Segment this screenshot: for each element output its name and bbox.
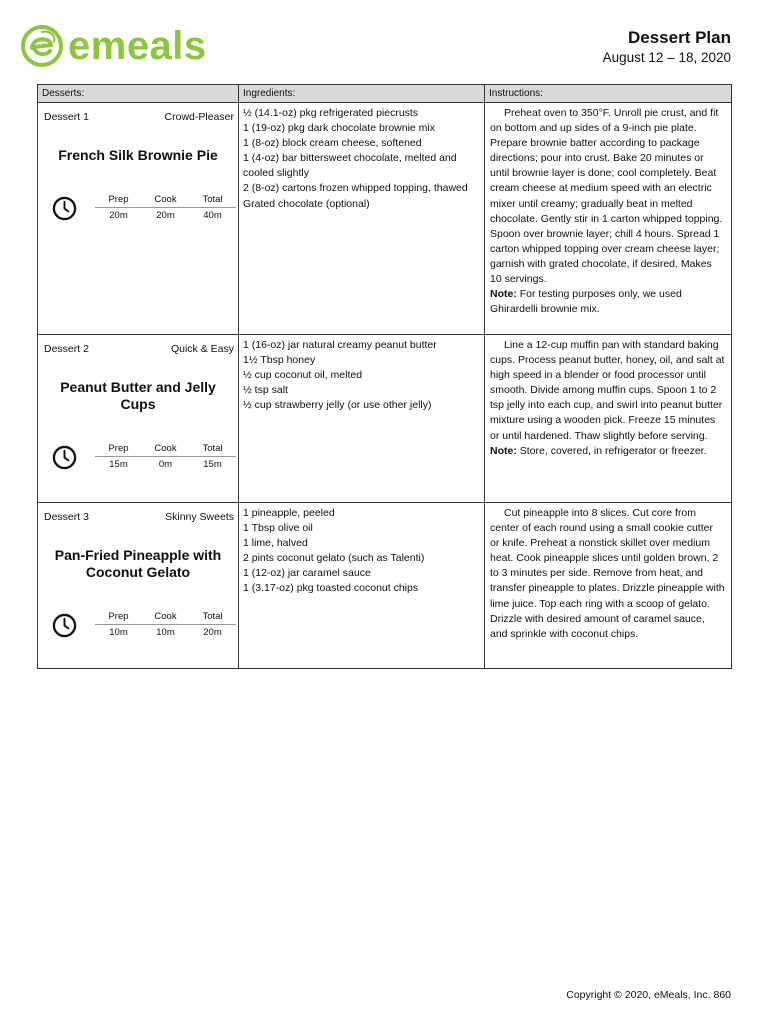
cook-label: Cook — [142, 443, 189, 457]
total-time: 40m — [203, 210, 222, 222]
table-header-row — [38, 85, 732, 103]
dessert-name: Peanut Butter and Jelly Cups — [60, 379, 216, 413]
ingredient-item: 1 pineapple, peeled — [243, 507, 335, 519]
ingredient-item: 1 (3.17-oz) pkg toasted coconut chips — [243, 582, 419, 595]
ingredient-item: ½ cup strawberry jelly (or use other jelly) — [243, 399, 432, 412]
instructions-text: Cut pineapple into 8 slices. Cut core from center of each round using a small cookie cutter or knife. Preheat a nonstick skillet over medium heat. Cook pineapple slices until golden brown, 2 to 3 minutes per side. Remove from heat, and transfer pineapple to plates. Drizzle pineapple with lime juice. Top each ring with a scoop of gelato. Drizzle with desired amount of caramel sauce, and sprinkle with coconut chips. — [490, 507, 725, 640]
cook-label: Cook — [142, 611, 189, 625]
dessert-timing — [38, 443, 238, 471]
ingredient-item: 2 (8-oz) cartons frozen whipped topping, thawed — [243, 182, 468, 195]
note-text: Store, covered, in refrigerator or freezer. — [519, 444, 707, 457]
clock-icon — [52, 445, 77, 470]
ingredients-cell — [239, 335, 485, 503]
table-row — [38, 335, 732, 503]
ingredients-cell — [239, 103, 485, 335]
cook-time: 0m — [158, 459, 173, 471]
note-text: For testing purposes only, we used Ghirardelli brownie mix. — [490, 288, 682, 316]
prep-label: Prep — [95, 611, 142, 625]
cook-label: Cook — [142, 194, 189, 208]
ingredient-item: Grated chocolate (optional) — [243, 197, 370, 210]
column-header-desserts: Desserts: — [38, 85, 239, 103]
instructions-cell — [485, 503, 732, 669]
dessert-name: French Silk Brownie Pie — [58, 147, 218, 164]
total-time: 15m — [203, 459, 222, 471]
emeals-logo — [20, 22, 207, 70]
instructions-text: Line a 12-cup muffin pan with standard baking cups. Process peanut butter, honey, oil, and salt at high speed in a blender or food processor until smooth. Divide among muffin cups. Spoon 1 to 2 tsp jelly into each cup, and swirl into peanut butter mixture using a wooden pick. Freeze 15 minutes or until hardened. Thaw slightly before serving. — [490, 339, 725, 442]
prep-time: 20m — [109, 210, 128, 222]
ingredient-item: 1 (19-oz) pkg dark chocolate brownie mix — [243, 122, 436, 135]
prep-time: 15m — [109, 459, 128, 471]
note-label: Note: — [490, 288, 517, 301]
clock-icon — [52, 613, 77, 638]
ingredient-item: 1 (12-oz) jar caramel sauce — [243, 567, 371, 580]
dessert-timing — [38, 194, 238, 222]
ingredient-item: 1½ Tbsp honey — [243, 354, 316, 367]
instructions-cell — [485, 335, 732, 503]
prep-label: Prep — [95, 194, 142, 208]
instructions-text: Preheat oven to 350°F. Unroll pie crust, and fit on bottom and up sides of a 9-inch pie plate. Prepare brownie batter according to package directions; pour into crust. Bake 20 minutes or until brownie layer is done; cool completely. Beat cream cheese at medium speed with an electric mixer until creamy; gradually beat in melted chocolate. Gently stir in 1 carton whipped topping. Spoon over brownie layer; chill 4 hours. Spread 1 carton whipped topping over cream cheese layer; garnish with grated chocolate, if desired. Makes 10 servings. — [490, 107, 723, 286]
dessert-name: Pan-Fried Pineapple with Coconut Gelato — [54, 547, 222, 581]
ingredient-item: ½ tsp salt — [243, 384, 288, 397]
dessert-number: Dessert 3 — [44, 511, 89, 523]
dessert-tag: Skinny Sweets — [165, 511, 234, 523]
ingredient-item: 1 (8-oz) block cream cheese, softened — [243, 137, 422, 150]
ingredient-item: 1 (4-oz) bar bittersweet chocolate, melted and cooled slightly — [243, 152, 457, 180]
total-label: Total — [189, 443, 236, 457]
note-label: Note: — [490, 444, 517, 457]
instructions-cell — [485, 103, 732, 335]
total-label: Total — [189, 611, 236, 625]
page-title: Dessert Plan — [628, 28, 731, 47]
total-label: Total — [189, 194, 236, 208]
ingredient-item: 1 (16-oz) jar natural creamy peanut butter — [243, 339, 437, 351]
ingredients-cell — [239, 503, 485, 669]
table-row — [38, 503, 732, 669]
dessert-tag: Quick & Easy — [170, 343, 234, 355]
copyright-footer: Copyright © 2020, eMeals, Inc. 860 — [566, 989, 731, 1001]
ingredient-item: 1 lime, halved — [243, 537, 308, 550]
total-time: 20m — [203, 627, 222, 639]
emeals-wordmark: emeals — [68, 24, 207, 68]
column-header-instructions: Instructions: — [485, 85, 732, 103]
ingredient-item: ½ cup coconut oil, melted — [243, 369, 363, 382]
cook-time: 20m — [156, 210, 175, 222]
prep-time: 10m — [109, 627, 128, 639]
dessert-plan-table — [37, 84, 732, 669]
dessert-cell — [38, 503, 239, 669]
plan-date-range: August 12 – 18, 2020 — [602, 50, 731, 65]
ingredient-item: 2 pints coconut gelato (such as Talenti) — [243, 552, 425, 565]
ingredient-item: 1 Tbsp olive oil — [243, 522, 313, 535]
dessert-cell — [38, 335, 239, 503]
emeals-logo-icon — [20, 24, 64, 68]
cook-time: 10m — [156, 627, 175, 639]
prep-label: Prep — [95, 443, 142, 457]
dessert-number: Dessert 1 — [44, 111, 89, 123]
ingredient-item: ½ (14.1-oz) pkg refrigerated piecrusts — [243, 107, 419, 119]
dessert-cell — [38, 103, 239, 335]
dessert-timing — [38, 611, 238, 639]
clock-icon — [52, 196, 77, 221]
table-row — [38, 103, 732, 335]
dessert-number: Dessert 2 — [44, 343, 89, 355]
column-header-ingredients: Ingredients: — [239, 85, 485, 103]
dessert-tag: Crowd-Pleaser — [164, 111, 234, 123]
